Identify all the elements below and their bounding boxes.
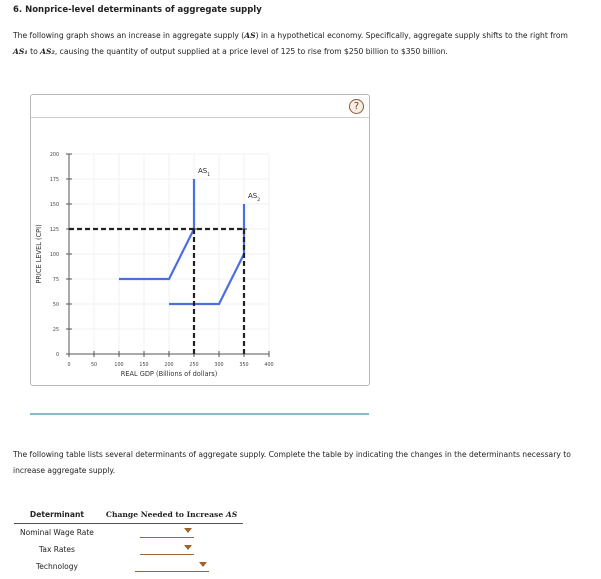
- y-tick-label: 175: [49, 178, 59, 183]
- intro-as1: AS₁: [13, 47, 28, 56]
- x-tick-label: 300: [214, 363, 224, 368]
- x-tick-label: 100: [114, 363, 124, 368]
- intro-text-1: The following graph shows an increase in aggregate supply (: [13, 31, 245, 40]
- change-cell: [100, 524, 243, 542]
- help-icon[interactable]: ?: [349, 99, 364, 114]
- determinant-cell: Technology: [35, 562, 78, 571]
- y-tick-label: 50: [52, 303, 59, 308]
- header-as: AS: [225, 510, 238, 519]
- y-axis-label: PRICE LEVEL (CPI): [35, 224, 43, 284]
- graph-panel: [30, 94, 370, 386]
- x-tick-label: 150: [139, 363, 149, 368]
- y-tick-label: 125: [49, 228, 59, 233]
- dropdown-technology[interactable]: [135, 561, 209, 572]
- question-title: 6. Nonprice-level determinants of aggregate supply: [13, 5, 262, 15]
- question-intro: [13, 28, 588, 60]
- section-divider: [30, 413, 369, 415]
- table-row: [14, 558, 243, 575]
- intro-as2: AS₂: [40, 47, 55, 56]
- x-axis-label: REAL GDP (Billions of dollars): [120, 370, 218, 378]
- intro-to: to: [27, 47, 41, 56]
- x-tick-label: 400: [264, 363, 274, 368]
- determinant-cell: Nominal Wage Rate: [20, 528, 94, 537]
- table-row: [14, 541, 243, 558]
- x-tick-label: 200: [164, 363, 174, 368]
- dropdown-nominal-wage-rate[interactable]: [140, 527, 194, 538]
- intro-text-3: , causing the quantity of output supplied at a price level of 125 to rise from $250 billion to $350 billion.: [54, 47, 448, 56]
- y-tick-label: 200: [49, 153, 59, 158]
- x-tick-label: 350: [239, 363, 249, 368]
- change-cell: [100, 541, 243, 558]
- label-as2: $AS_2$: [248, 192, 261, 203]
- y-tick-label: 100: [49, 253, 59, 258]
- y-tick-label: 150: [49, 203, 59, 208]
- x-tick-label: 0: [67, 363, 71, 368]
- determinants-table: [14, 508, 243, 575]
- change-cell: [100, 558, 243, 575]
- intro-text-2: ) in a hypothetical economy. Specifically, aggregate supply shifts to the right from: [255, 31, 568, 40]
- as-chart: [31, 95, 369, 385]
- header-change: [100, 508, 243, 524]
- table-row: [14, 524, 243, 542]
- label-as1: $AS_1$: [198, 167, 211, 178]
- y-tick-label: 25: [52, 328, 59, 333]
- determinant-cell: Tax Rates: [39, 545, 75, 554]
- table-intro: The following table lists several determinants of aggregate supply. Complete the table by indicating the changes in the determinants necessary to increase aggregate supply.: [13, 450, 571, 475]
- dropdown-tax-rates[interactable]: [140, 544, 194, 555]
- x-tick-label: 250: [189, 363, 199, 368]
- chevron-down-icon: [184, 528, 192, 533]
- intro-as: AS: [244, 31, 256, 40]
- y-tick-label: 0: [55, 353, 59, 358]
- chevron-down-icon: [199, 562, 207, 567]
- chevron-down-icon: [184, 545, 192, 550]
- header-change-label: Change Needed to Increase: [105, 510, 226, 519]
- header-determinant: Determinant: [14, 508, 100, 524]
- x-tick-label: 50: [90, 363, 98, 368]
- y-tick-label: 75: [52, 278, 59, 283]
